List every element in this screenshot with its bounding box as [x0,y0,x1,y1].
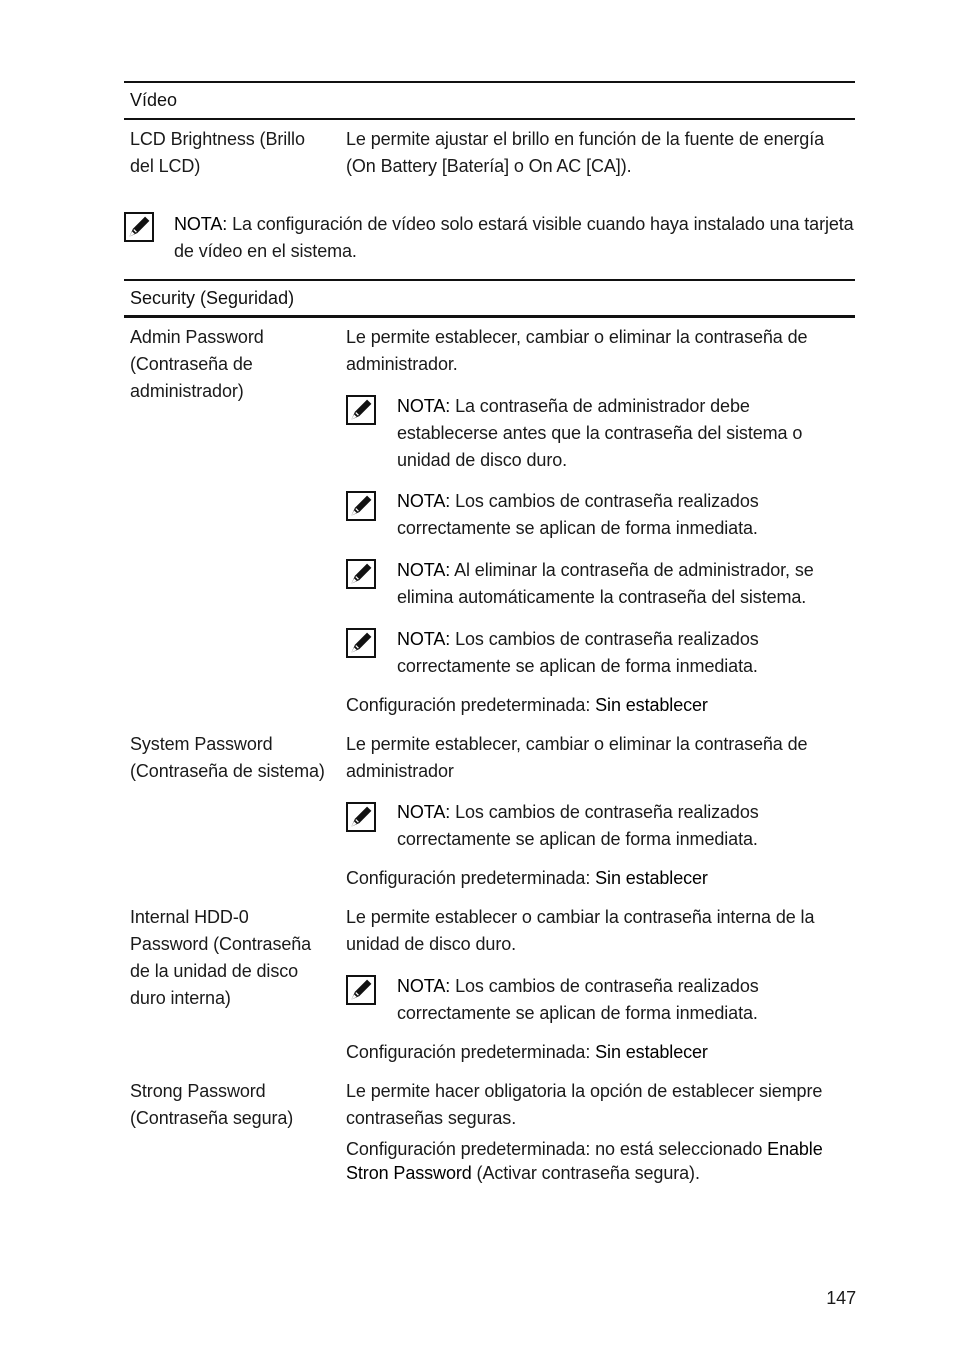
admin-password-label: Admin Password (Contraseña de administrador) [130,327,264,401]
note-prefix: NOTA: [397,491,451,511]
video-section-header: Vídeo [124,81,855,120]
pencil-note-icon [124,212,154,242]
pencil-note-icon [346,395,376,425]
system-note-1 [397,799,797,853]
default-suffix: (Activar contraseña segura). [471,1163,700,1183]
lcd-brightness-description: Le permite ajustar el brillo en función de la fuente de energía (On Battery [Batería] o On AC [CA]). [346,129,825,176]
lcd-brightness-label: LCD Brightness (Brillo del LCD) [130,129,305,176]
default-prefix: Configuración predeterminada: [346,1042,596,1062]
strong-default-setting [346,1137,851,1185]
default-value: Enable Stron Password [346,1139,823,1183]
system-default-setting [346,865,856,892]
strong-password-description: Le permite hacer obligatoria la opción de establecer siempre contraseñas seguras. [346,1081,823,1128]
note-body: Los cambios de contraseña realizados correctamente se aplican de forma inmediata. [397,491,759,538]
note-body: Al eliminar la contraseña de administrador, se elimina automáticamente la contraseña del sistema. [397,560,814,607]
default-prefix: Configuración predeterminada: [346,868,596,888]
admin-note-2 [397,488,797,542]
admin-note-1 [397,393,837,474]
admin-note-3 [397,557,857,611]
system-password-label: System Password (Contraseña de sistema) [130,734,325,781]
pencil-note-icon [346,628,376,658]
note-prefix: NOTA: [174,214,228,234]
admin-password-description: Le permite establecer, cambiar o eliminar la contraseña de administrador. [346,327,808,374]
pencil-note-icon [346,559,376,589]
note-body: La configuración de vídeo solo estará visible cuando haya instalado una tarjeta de vídeo en el sistema. [174,214,854,261]
pencil-note-icon [346,491,376,521]
note-body: Los cambios de contraseña realizados correctamente se aplican de forma inmediata. [397,629,759,676]
note-prefix: NOTA: [397,396,451,416]
hdd-default-setting [346,1039,856,1066]
default-value: Sin establecer [595,1042,708,1062]
security-section-header: Security (Seguridad) [124,279,855,318]
note-prefix: NOTA: [397,629,451,649]
system-password-description: Le permite establecer, cambiar o eliminar la contraseña de administrador [346,734,808,781]
strong-password-label: Strong Password (Contraseña segura) [130,1081,294,1128]
internal-hdd-password-description: Le permite establecer o cambiar la contraseña interna de la unidad de disco duro. [346,907,815,954]
note-prefix: NOTA: [397,802,451,822]
admin-default-setting [346,692,856,719]
hdd-note-1 [397,973,797,1027]
default-prefix: Configuración predeterminada: no está seleccionado [346,1139,768,1159]
default-value: Sin establecer [595,868,708,888]
pencil-note-icon [346,802,376,832]
default-prefix: Configuración predeterminada: [346,695,596,715]
admin-note-4 [397,626,797,680]
internal-hdd-password-label: Internal HDD-0 Password (Contraseña de la unidad de disco duro interna) [130,907,312,1008]
note-body: Los cambios de contraseña realizados correctamente se aplican de forma inmediata. [397,802,759,849]
note-body: La contraseña de administrador debe establecerse antes que la contraseña del sistema o unidad de disco duro. [397,396,803,470]
note-prefix: NOTA: [397,560,451,580]
pencil-note-icon [346,975,376,1005]
page-number: 147 [826,1288,856,1308]
note-prefix: NOTA: [397,976,451,996]
video-note [174,211,854,265]
default-value: Sin establecer [595,695,708,715]
note-body: Los cambios de contraseña realizados correctamente se aplican de forma inmediata. [397,976,759,1023]
